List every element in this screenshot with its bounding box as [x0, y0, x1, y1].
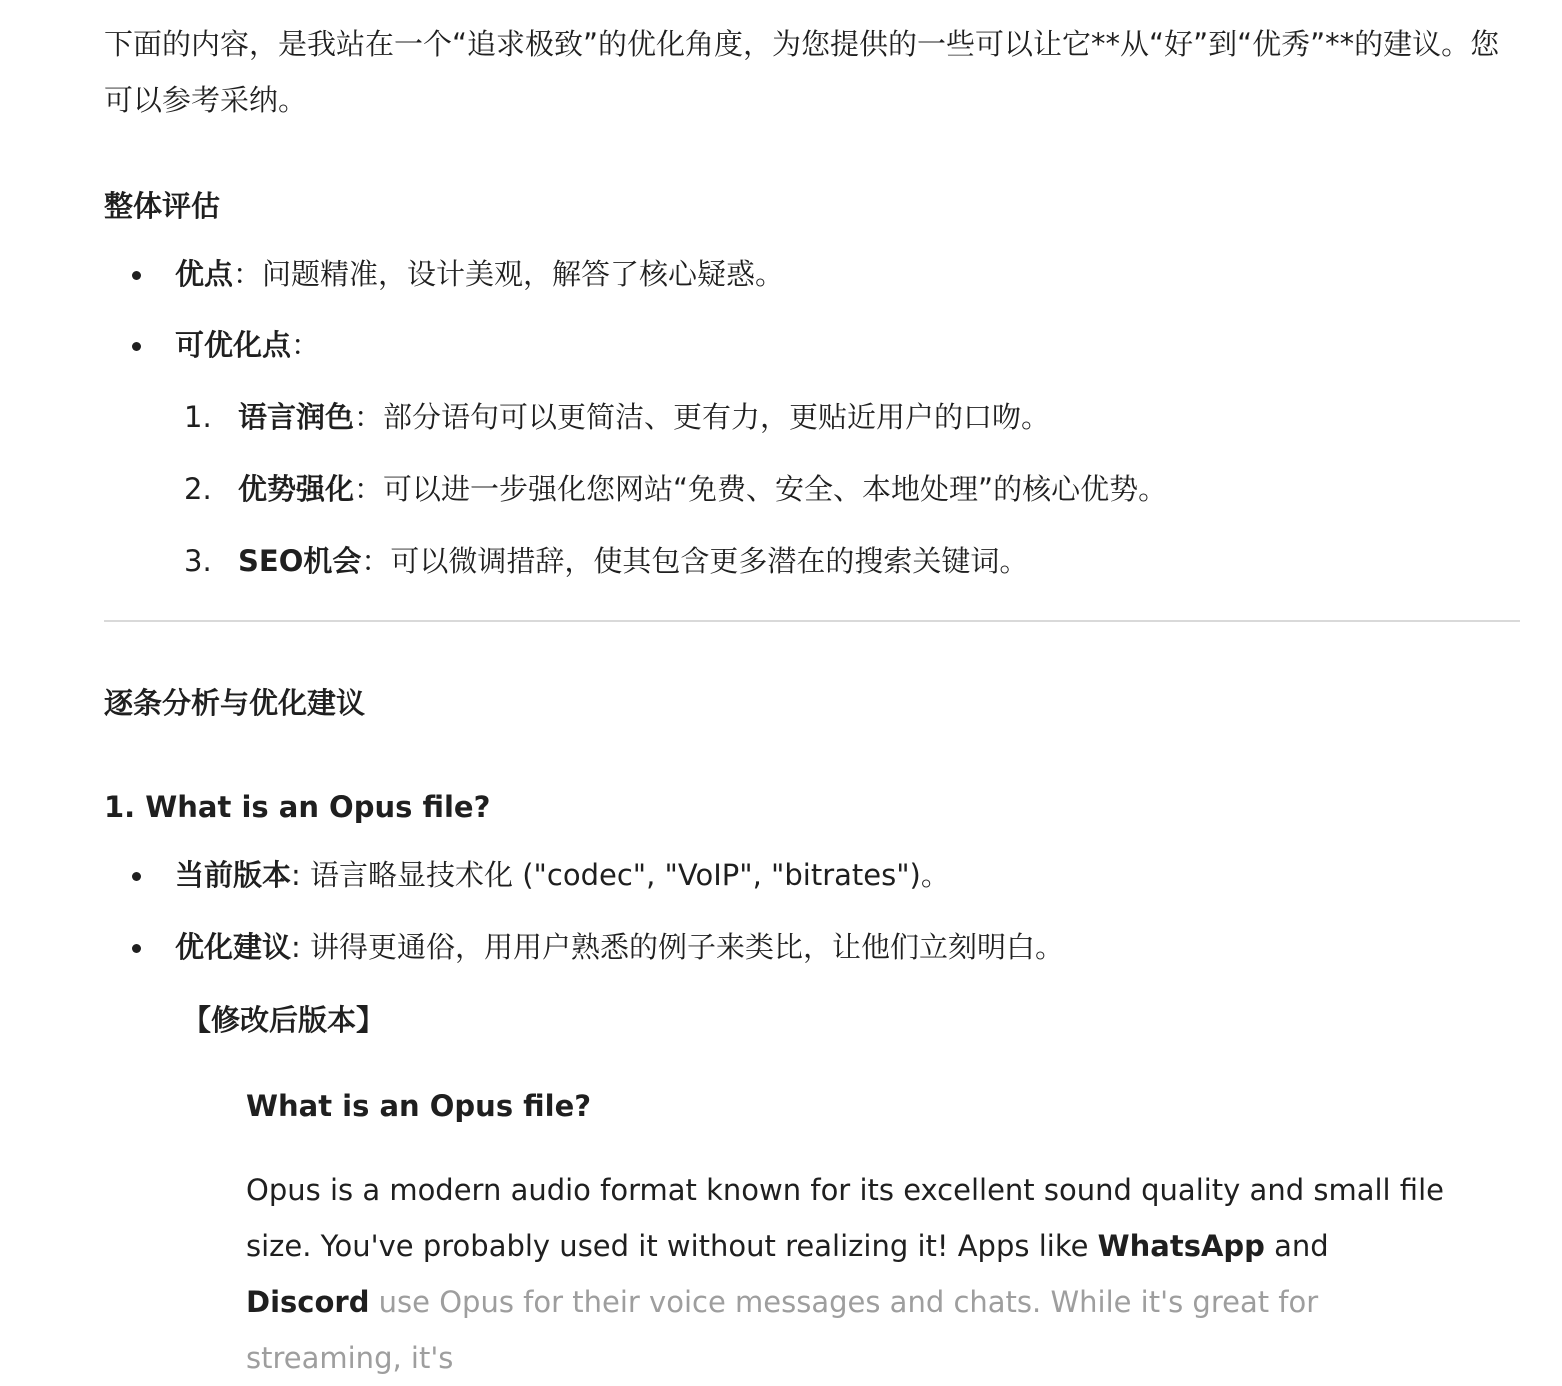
item-text: ：可以微调措辞，使其包含更多潜在的搜索关键词。 [361, 544, 1029, 578]
whatsapp-term: WhatsApp [1097, 1229, 1265, 1263]
overall-heading: 整体评估 [104, 189, 221, 223]
suggestion-label: 优化建议 [175, 930, 292, 964]
revised-body-text: and [1264, 1229, 1329, 1263]
revised-body [246, 1162, 1456, 1386]
current-text: : 语言略显技术化 ("codec", "VoIP", "bitrates")。 [291, 858, 950, 892]
revised-block [246, 1084, 1456, 1386]
intro-paragraph: 下面的内容，是我站在一个“追求极致”的优化角度，为您提供的一些可以让它**从“好”到“优秀”**的建议。您可以参考采纳。 [104, 27, 1500, 117]
suggestion-text: : 讲得更通俗，用用户熟悉的例子来类比，让他们立刻明白。 [291, 930, 1065, 964]
item-label: 优势强化 [238, 472, 355, 506]
revised-title: What is an Opus file? [246, 1089, 592, 1123]
bullet-icon [132, 271, 141, 280]
item-label: SEO机会 [238, 544, 362, 578]
discord-term: Discord [246, 1285, 370, 1319]
cons-suffix: ： [291, 328, 321, 362]
item-text: ：部分语句可以更简洁、更有力，更贴近用户的口吻。 [354, 400, 1051, 434]
pros-text: ：问题精准，设计美观，解答了核心疑惑。 [233, 257, 785, 291]
question-1-heading: 1. What is an Opus file? [104, 790, 491, 824]
item-label: 语言润色 [238, 400, 355, 434]
revised-body-faded-text: use Opus for their voice messages and chats. While it's great for streaming, it's [246, 1285, 1319, 1375]
bullet-icon [132, 342, 141, 351]
revised-body-text: Opus is a modern audio format known for its excellent sound quality and small file size. You've probably used it without realizing it! Apps like [246, 1173, 1444, 1263]
item-number: 1. [184, 400, 212, 434]
bullet-icon [132, 872, 141, 881]
bullet-icon [132, 944, 141, 953]
item-number: 3. [184, 544, 212, 578]
analysis-heading: 逐条分析与优化建议 [104, 686, 366, 720]
revised-version-label: 【修改后版本】 [182, 1003, 386, 1037]
item-number: 2. [184, 472, 212, 506]
pros-label: 优点 [175, 257, 234, 291]
current-label: 当前版本 [175, 858, 292, 892]
section-divider [104, 620, 1520, 622]
item-text: ：可以进一步强化您网站“免费、安全、本地处理”的核心优势。 [354, 472, 1168, 506]
cons-label: 可优化点 [175, 328, 292, 362]
